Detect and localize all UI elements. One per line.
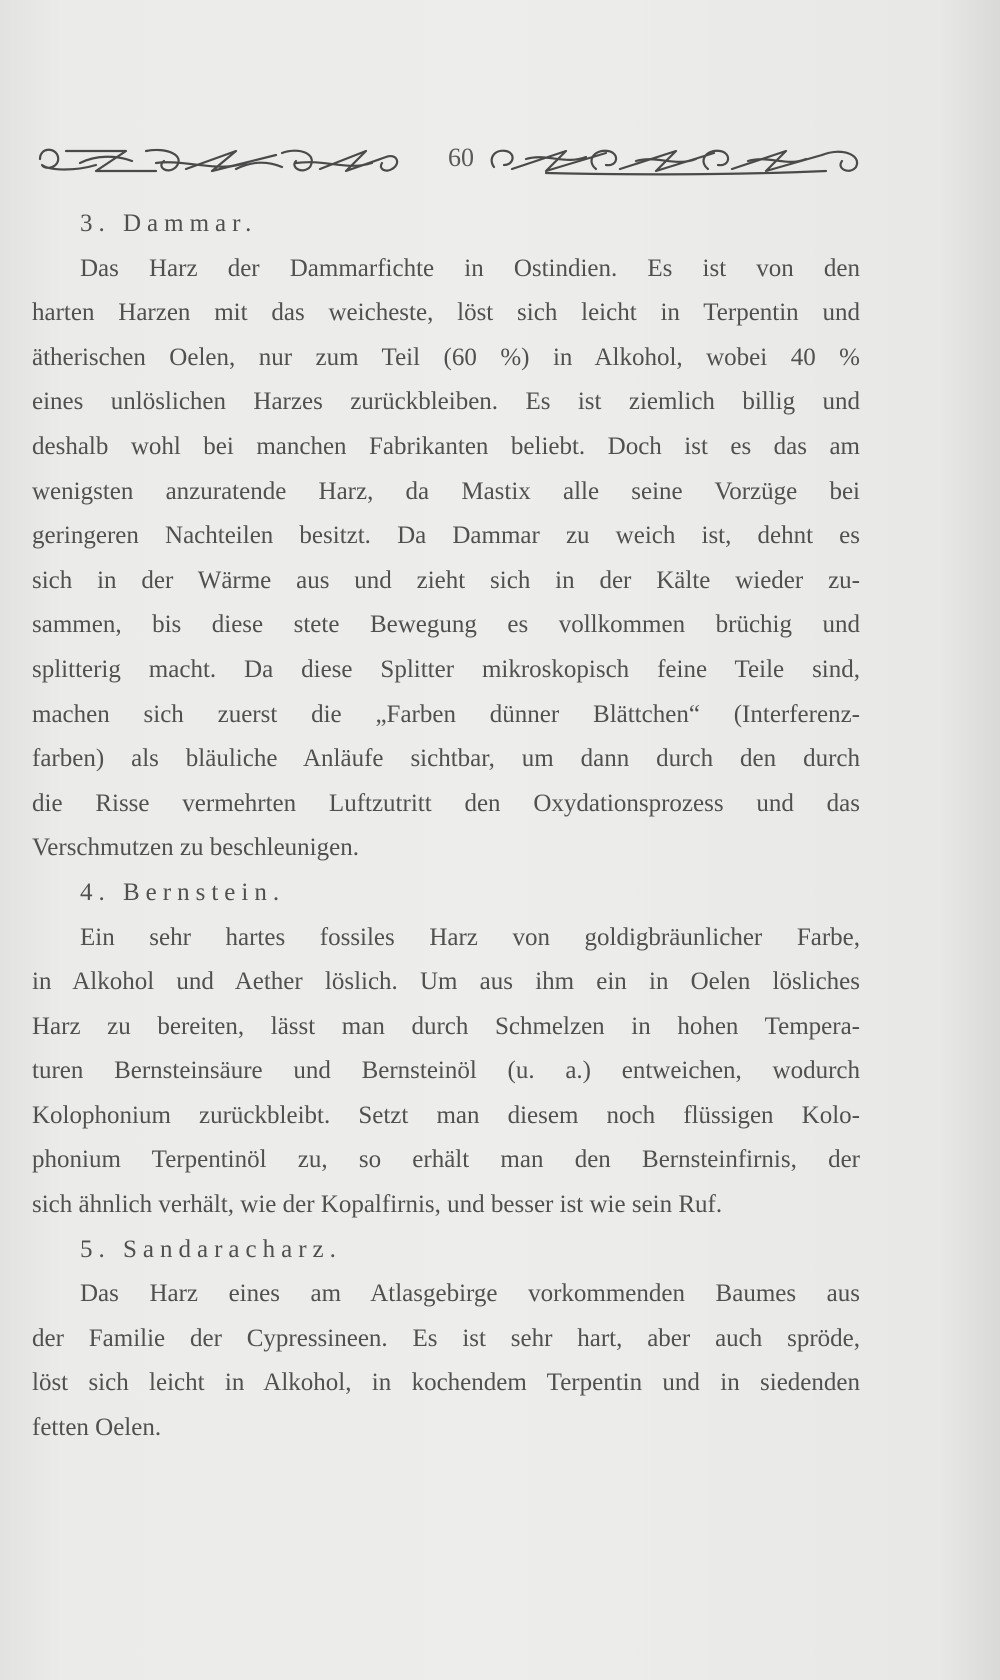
text-line: der Familie der Cypressineen. Es ist sehr hart, aber auch spröde, bbox=[32, 1324, 860, 1352]
text-line: die Risse vermehrten Luftzutritt den Oxydationsprozess und das bbox=[32, 789, 860, 817]
page-number: 60 bbox=[448, 143, 474, 172]
text-line: in Alkohol und Aether löslich. Um aus ihm ein in Oelen lösliches bbox=[32, 968, 860, 996]
section-heading: 3. Dammar. bbox=[80, 210, 258, 237]
text-line: Das Harz der Dammarfichte in Ostindien. Es ist von den bbox=[80, 254, 860, 282]
text-line: ätherischen Oelen, nur zum Teil (60 %) in Alkohol, wobei 40 % bbox=[32, 343, 860, 371]
page-body bbox=[32, 202, 860, 1451]
text-line: Das Harz eines am Atlasgebirge vorkommenden Baumes aus bbox=[80, 1280, 860, 1308]
text-line: sich in der Wärme aus und zieht sich in der Kälte wieder zu- bbox=[32, 566, 860, 594]
text-line: sich ähnlich verhält, wie der Kopalfirnis, und besser ist wie sein Ruf. bbox=[32, 1191, 723, 1219]
section-dammar bbox=[32, 202, 860, 871]
text-line: harten Harzen mit das weicheste, löst sich leicht in Terpentin und bbox=[32, 299, 860, 327]
text-line: Harz zu bereiten, lässt man durch Schmelzen in hohen Tempera- bbox=[32, 1012, 860, 1040]
text-line: phonium Terpentinöl zu, so erhält man den Bernsteinfirnis, der bbox=[32, 1146, 860, 1174]
text-line: farben) als bläuliche Anläufe sichtbar, um dann durch den durch bbox=[32, 745, 860, 773]
text-line: wenigsten anzuratende Harz, da Mastix alle seine Vorzüge bei bbox=[32, 477, 860, 505]
text-line: Kolophonium zurückbleibt. Setzt man diesem noch flüssigen Kolo- bbox=[32, 1101, 860, 1129]
section-sandaracharz bbox=[32, 1228, 860, 1451]
text-line: Verschmutzen zu beschleunigen. bbox=[32, 834, 359, 862]
text-line: machen sich zuerst die „Farben dünner Blättchen“ (Interferenz- bbox=[32, 700, 860, 728]
ornament-right-icon bbox=[486, 141, 866, 177]
text-line: geringeren Nachteilen besitzt. Da Dammar zu weich ist, dehnt es bbox=[32, 522, 860, 550]
text-line: löst sich leicht in Alkohol, in kochendem Terpentin und in siedenden bbox=[32, 1369, 860, 1397]
text-line: fetten Oelen. bbox=[32, 1414, 162, 1442]
section-bernstein bbox=[32, 871, 860, 1228]
text-line: deshalb wohl bei manchen Fabrikanten beliebt. Doch ist es das am bbox=[32, 432, 860, 460]
ornament-left-icon bbox=[36, 141, 406, 177]
page-header bbox=[36, 133, 866, 183]
text-line: sammen, bis diese stete Bewegung es vollkommen brüchig und bbox=[32, 611, 860, 639]
text-line: turen Bernsteinsäure und Bernsteinöl (u. a.) entweichen, wodurch bbox=[32, 1057, 860, 1085]
section-heading: 4. Bernstein. bbox=[80, 878, 286, 906]
text-line: Ein sehr hartes fossiles Harz von goldigbräunlicher Farbe, bbox=[80, 923, 860, 951]
section-heading: 5. Sandaracharz. bbox=[80, 1235, 342, 1263]
text-line: splitterig macht. Da diese Splitter mikroskopisch feine Teile sind, bbox=[32, 655, 860, 683]
text-line: eines unlöslichen Harzes zurückbleiben. Es ist ziemlich billig und bbox=[32, 388, 860, 416]
